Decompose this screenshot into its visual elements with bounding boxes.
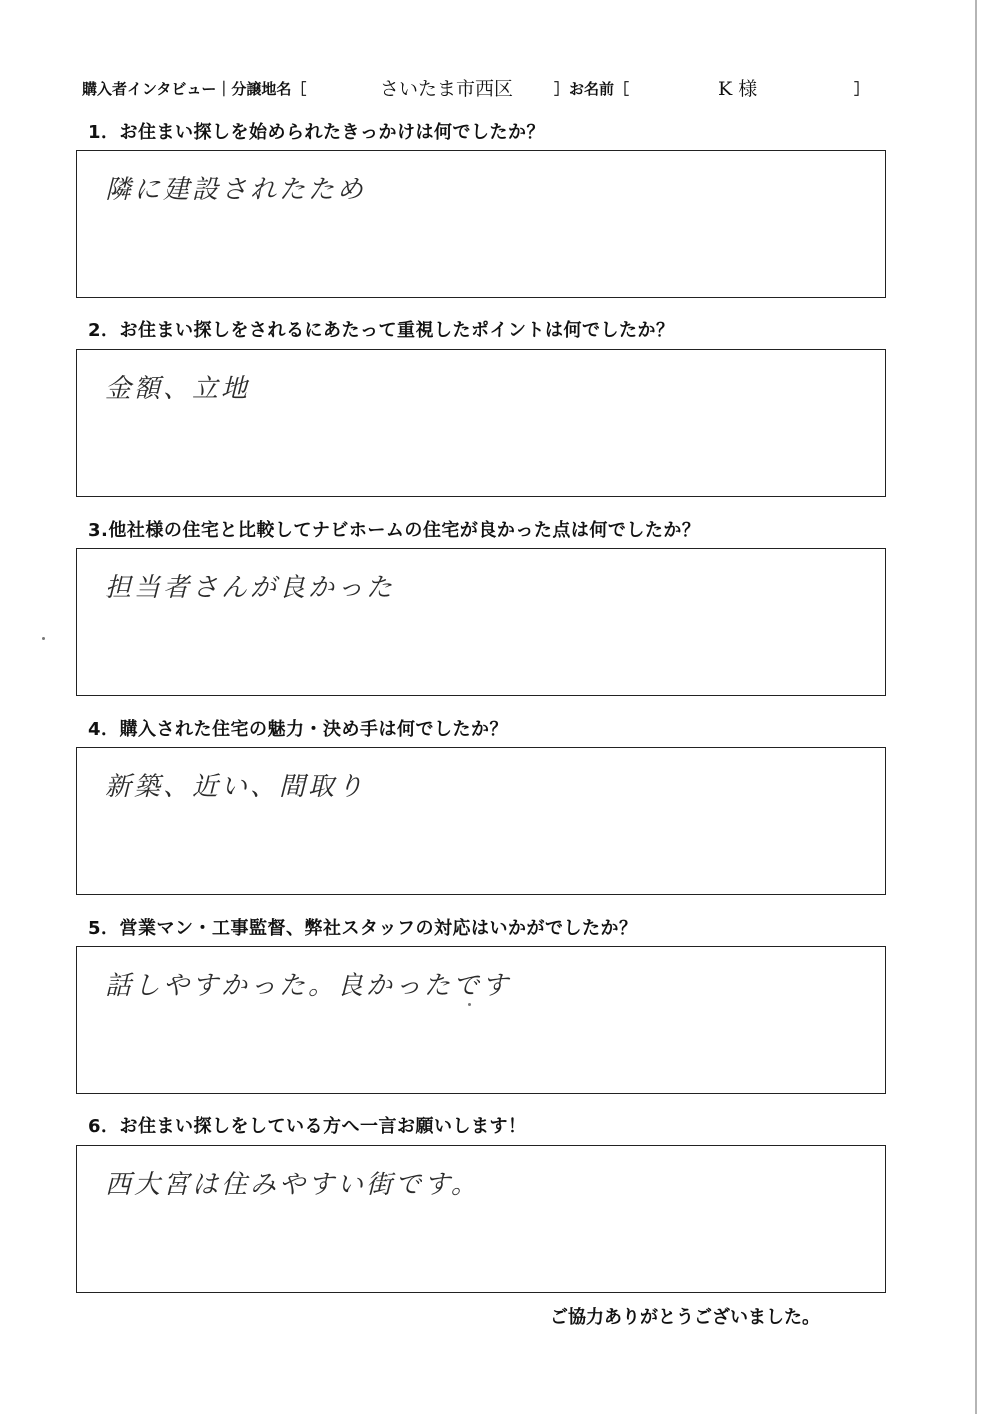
question-5-label: 5．営業マン・工事監督、弊社スタッフの対応はいかがでしたか？: [88, 918, 638, 939]
answer-box-1: [76, 150, 886, 298]
answer-3-text: 担当者さんが良かった: [105, 573, 396, 603]
answer-box-2: [76, 349, 886, 497]
answer-box-4: [76, 747, 886, 895]
question-2-label: 2．お住まい探しをされるにあたって重視したポイントは何でしたか？: [88, 320, 675, 341]
scan-speck: [468, 1003, 471, 1006]
answer-5-text: 話しやすかった。良かったです: [105, 971, 512, 1001]
name-value: K 様: [718, 78, 758, 100]
question-4-label: 4．購入された住宅の魅力・決め手は何でしたか？: [88, 719, 509, 740]
scan-speck: [42, 637, 45, 640]
area-value: さいたま市西区: [380, 78, 514, 100]
closing-message: ご協力ありがとうございました。: [550, 1307, 820, 1328]
header-prefix: 購入者インタビュー｜分譲地名［: [82, 80, 307, 98]
answer-box-6: [76, 1145, 886, 1293]
name-label: ］お名前［: [554, 80, 630, 98]
question-3-label: 3.他社様の住宅と比較してナビホームの住宅が良かった点は何でしたか？: [88, 520, 701, 541]
header-close-bracket: ］: [854, 80, 870, 98]
question-6-label: 6．お住まい探しをしている方へ一言お願いします！: [88, 1116, 527, 1137]
answer-6-text: 西大宮は住みやすい街です。: [105, 1170, 480, 1200]
form-header: [82, 74, 882, 100]
answer-box-3: [76, 548, 886, 696]
page-edge-line: [975, 0, 977, 1414]
answer-4-text: 新築、近い、間取り: [105, 772, 367, 802]
answer-1-text: 隣に建設されたため: [105, 175, 367, 205]
question-1-label: 1．お住まい探しを始められたきっかけは何でしたか？: [88, 122, 546, 143]
answer-2-text: 金額、立地: [105, 374, 251, 404]
answer-box-5: [76, 946, 886, 1094]
